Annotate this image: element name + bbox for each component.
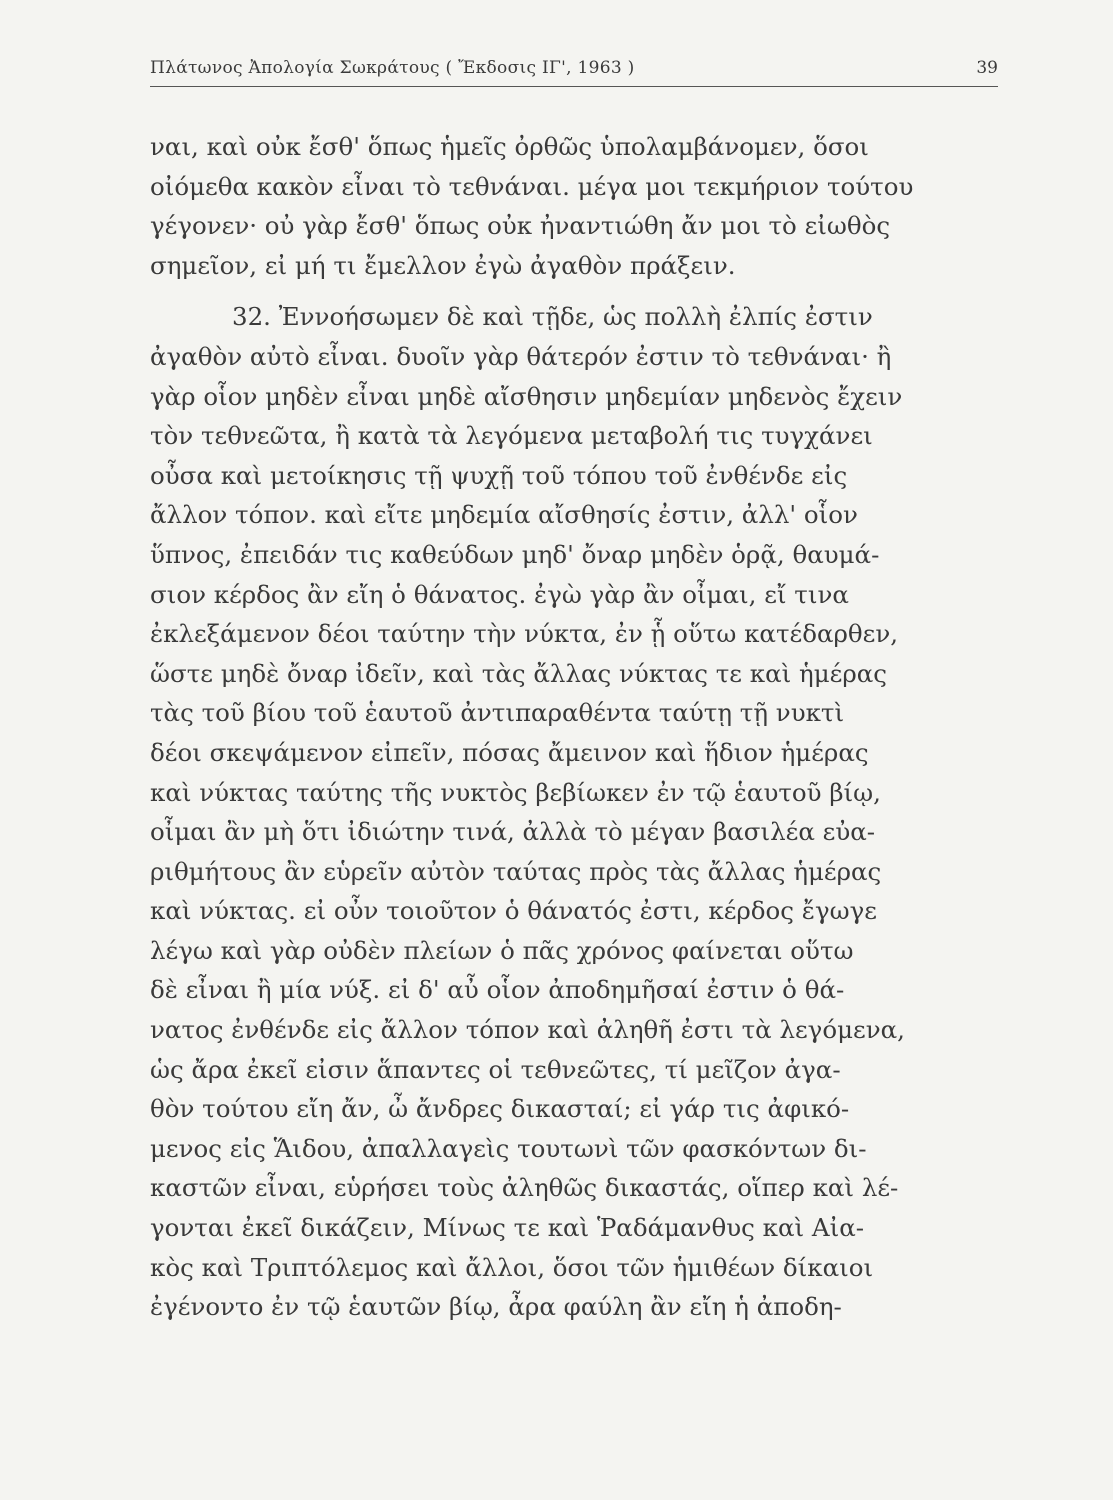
text-line: ἐκλεξάμενον δέοι ταύτην τὴν νύκτα, ἐν ᾗ οὕτω κατέδαρθεν, [150, 619, 899, 649]
paragraph-2 [150, 297, 998, 1326]
text-line: μενος εἰς Ἅιδου, ἀπαλλαγεὶς τουτωνὶ τῶν φασκόντων δι- [150, 1133, 867, 1163]
paragraph-1 [150, 127, 998, 285]
header-rule [150, 86, 998, 87]
text-line: ὥστε μηδὲ ὄναρ ἰδεῖν, καὶ τὰς ἄλλας νύκτας τε καὶ ἡμέρας [150, 658, 887, 688]
text-line: γὰρ οἷον μηδὲν εἶναι μηδὲ αἴσθησιν μηδεμίαν μηδενὸς ἔχειν [150, 381, 903, 411]
running-header [150, 52, 998, 86]
text-line: οἰόμεθα κακὸν εἶναι τὸ τεθνάναι. μέγα μοι τεκμήριον τούτου [150, 171, 914, 201]
text-line: καὶ νύκτας. εἰ οὖν τοιοῦτον ὁ θάνατός ἐστι, κέρδος ἔγωγε [150, 896, 877, 926]
text-line: σιον κέρδος ἂν εἴη ὁ θάνατος. ἐγὼ γὰρ ἂν οἶμαι, εἴ τινα [150, 579, 849, 609]
text-line: ἄλλον τόπον. καὶ εἴτε μηδεμία αἴσθησίς ἐστιν, ἀλλ' οἷον [150, 500, 858, 530]
body-text [150, 127, 998, 1327]
text-line: οὖσα καὶ μετοίκησις τῇ ψυχῇ τοῦ τόπου τοῦ ἐνθένδε εἰς [150, 460, 848, 490]
text-line: γέγονεν· οὐ γὰρ ἔσθ' ὅπως οὐκ ἠναντιώθη ἄν μοι τὸ εἰωθὸς [150, 211, 891, 241]
page-number: 39 [976, 58, 998, 78]
text-line: καστῶν εἶναι, εὑρήσει τοὺς ἀληθῶς δικαστάς, οἵπερ καὶ λέ- [150, 1173, 899, 1203]
text-line: οἶμαι ἂν μὴ ὅτι ἰδιώτην τινά, ἀλλὰ τὸ μέγαν βασιλέα εὐα- [150, 817, 876, 847]
text-line: γονται ἐκεῖ δικάζειν, Μίνως τε καὶ Ῥαδάμανθυς καὶ Αἰα- [150, 1213, 865, 1243]
text-line: λέγω καὶ γὰρ οὐδὲν πλείων ὁ πᾶς χρόνος φαίνεται οὕτω [150, 935, 854, 965]
first-line-text: Ἐννοήσωμεν δὲ καὶ τῇδε, ὡς πολλὴ ἐλπίς ἐστιν [270, 302, 873, 332]
text-line: ἐγένοντο ἐν τῷ ἑαυτῶν βίῳ, ἆρα φαύλη ἂν εἴη ἡ ἀποδη- [150, 1292, 842, 1322]
paragraph-gap [150, 285, 998, 297]
text-line: σημεῖον, εἰ μή τι ἔμελλον ἐγὼ ἀγαθὸν πράξειν. [150, 250, 736, 280]
text-line: ριθμήτους ἂν εὑρεῖν αὐτὸν ταύτας πρὸς τὰς ἄλλας ἡμέρας [150, 856, 882, 886]
text-line: καὶ νύκτας ταύτης τῆς νυκτὸς βεβίωκεν ἐν τῷ ἑαυτοῦ βίῳ, [150, 777, 881, 807]
text-line: τὰς τοῦ βίου τοῦ ἑαυτοῦ ἀντιπαραθέντα ταύτῃ τῇ νυκτὶ [150, 698, 845, 728]
text-line: θὸν τούτου εἴη ἄν, ὦ ἄνδρες δικασταί; εἰ γάρ τις ἀφικό- [150, 1094, 850, 1124]
text-line: ναι, καὶ οὐκ ἔσθ' ὅπως ἡμεῖς ὀρθῶς ὑπολαμβάνομεν, ὅσοι [150, 132, 869, 161]
text-line: ὡς ἄρα ἐκεῖ εἰσιν ἅπαντες οἱ τεθνεῶτες, τί μεῖζον ἀγα- [150, 1054, 841, 1084]
text-line: δὲ εἶναι ἢ μία νύξ. εἰ δ' αὖ οἷον ἀποδημῆσαί ἐστιν ὁ θά- [150, 975, 845, 1005]
text-line: ὕπνος, ἐπειδάν τις καθεύδων μηδ' ὄναρ μηδὲν ὁρᾷ, θαυμά- [150, 539, 880, 569]
text-line: ἀγαθὸν αὐτὸ εἶναι. δυοῖν γὰρ θάτερόν ἐστιν τὸ τεθνάναι· ἢ [150, 341, 892, 371]
running-title: Πλάτωνος Ἀπολογία Σωκράτους ( Ἔκδοσις ΙΓ', 1963 ) [150, 58, 635, 78]
text-line: δέοι σκεψάμενον εἰπεῖν, πόσας ἄμεινον καὶ ἥδιον ἡμέρας [150, 737, 869, 767]
text-line: τὸν τεθνεῶτα, ἢ κατὰ τὰ λεγόμενα μεταβολή τις τυγχάνει [150, 421, 873, 451]
text-line: κὸς καὶ Τριπτόλεμος καὶ ἄλλοι, ὅσοι τῶν ἡμιθέων δίκαιοι [150, 1252, 874, 1282]
text-line-first [150, 297, 998, 337]
text-line: νατος ἐνθένδε εἰς ἄλλον τόπον καὶ ἀληθῆ ἐστι τὰ λεγόμενα, [150, 1015, 905, 1045]
section-number: 32. [232, 302, 271, 332]
